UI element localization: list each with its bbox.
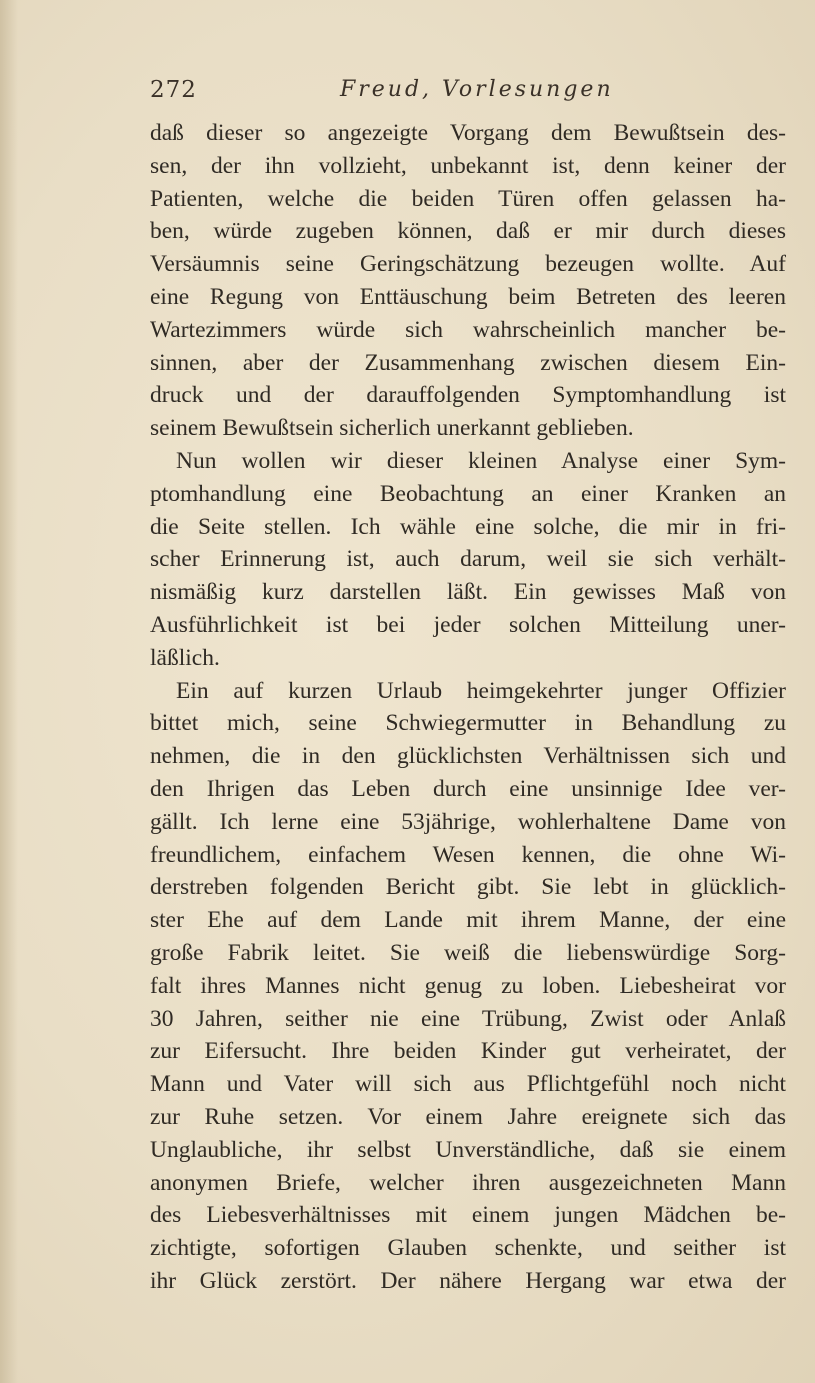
text-line: druck und der darauffolgenden Symptomhandlung ist [150,382,786,409]
text-line: ptomhandlung eine Beobachtung an einer Kranken an [150,480,786,507]
text-line: bittet mich, seine Schwiegermutter in Behandlung zu [150,710,786,737]
text-line: Wartezimmers würde sich wahrscheinlich mancher be- [150,316,786,343]
text-line: sinnen, aber der Zusammenhang zwischen diesem Ein- [150,349,786,376]
text-line: sen, der ihn vollzieht, unbekannt ist, denn keiner der [150,152,786,179]
running-title: Freud, Vorlesungen [340,77,614,102]
text-line: Mann und Vater will sich aus Pflichtgefühl noch nicht [150,1071,786,1098]
page-number: 272 [150,77,197,103]
text-line: zichtigte, sofortigen Glauben schenkte, und seither ist [150,1235,786,1262]
text-line: große Fabrik leitet. Sie weiß die liebenswürdige Sorg- [150,939,786,966]
text-line: Ausführlichkeit ist bei jeder solchen Mitteilung uner- [150,611,786,638]
text-line: des Liebesverhältnisses mit einem jungen Mädchen be- [150,1202,786,1229]
text-line: den Ihrigen das Leben durch eine unsinnige Idee ver- [150,775,786,802]
text-line: Patienten, welche die beiden Türen offen gelassen ha- [150,185,786,212]
text-line: seinem Bewußtsein sicherlich unerkannt geblieben. [150,415,634,442]
text-line: läßlich. [150,644,220,671]
text-line: gällt. Ich lerne eine 53jährige, wohlerhaltene Dame von [150,808,786,835]
text-line: zur Eifersucht. Ihre beiden Kinder gut verheiratet, der [150,1038,786,1065]
text-line: ster Ehe auf dem Lande mit ihrem Manne, der eine [150,907,786,934]
text-line: nismäßig kurz darstellen läßt. Ein gewisses Maß von [150,579,786,606]
text-line: scher Erinnerung ist, auch darum, weil sie sich verhält- [150,546,786,573]
text-line: ben, würde zugeben können, daß er mir durch dieses [150,218,786,245]
text-line: Nun wollen wir dieser kleinen Analyse einer Sym- [176,447,786,474]
text-line: falt ihres Mannes nicht genug zu loben. Liebesheirat vor [150,972,786,999]
text-line: nehmen, die in den glücklichsten Verhältnissen sich und [150,743,786,770]
text-line: eine Regung von Enttäuschung beim Betreten des leeren [150,283,786,310]
text-line: Versäumnis seine Geringschätzung bezeugen wollte. Auf [150,251,786,278]
text-line: ihr Glück zerstört. Der nähere Hergang war etwa der [150,1267,786,1294]
text-line: die Seite stellen. Ich wähle eine solche, die mir in fri- [150,513,786,540]
body-text [150,117,786,1298]
text-line: anonymen Briefe, welcher ihren ausgezeichneten Mann [150,1169,786,1196]
text-line: Ein auf kurzen Urlaub heimgekehrter junger Offizier [176,677,786,704]
text-line: derstreben folgenden Bericht gibt. Sie lebt in glücklich- [150,874,786,901]
text-line: Unglaubliche, ihr selbst Unverständliche, daß sie einem [150,1136,786,1163]
spine-shadow [0,0,18,1383]
text-line: zur Ruhe setzen. Vor einem Jahre ereignete sich das [150,1103,786,1130]
text-line: 30 Jahren, seither nie eine Trübung, Zwist oder Anlaß [150,1005,786,1032]
text-line: daß dieser so angezeigte Vorgang dem Bewußtsein des- [150,120,786,146]
text-line: freundlichem, einfachem Wesen kennen, die ohne Wi- [150,841,786,868]
running-head [150,77,790,113]
